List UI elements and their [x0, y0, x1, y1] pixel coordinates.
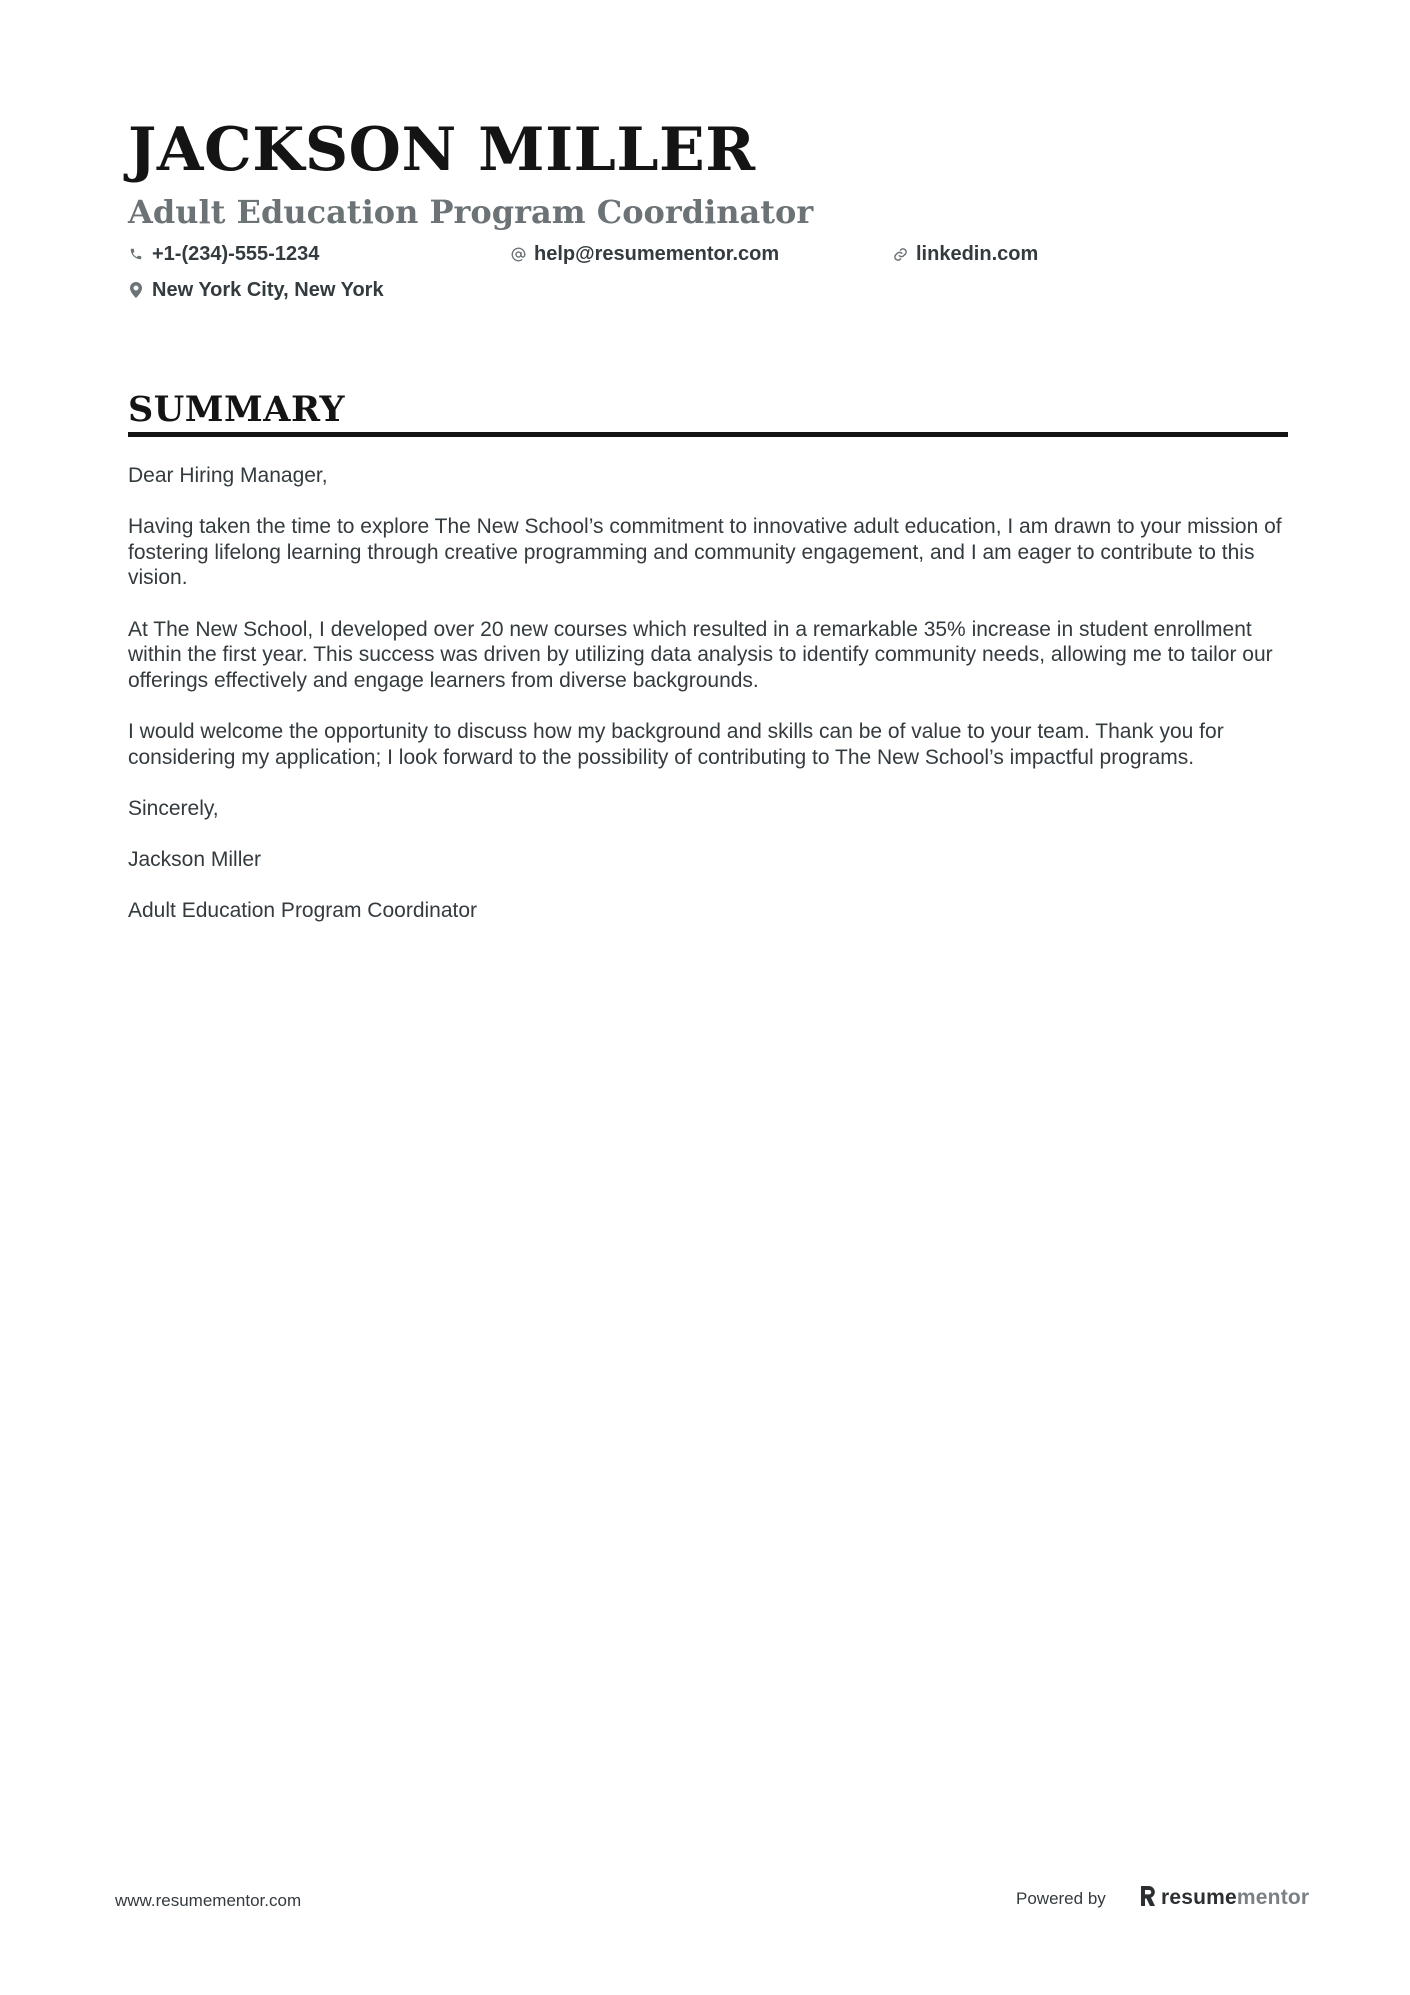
- candidate-name: JACKSON MILLER: [128, 115, 756, 185]
- link-icon: [892, 245, 908, 263]
- job-title: Adult Education Program Coordinator: [128, 193, 814, 231]
- at-sign-icon: [510, 245, 526, 263]
- salutation: Dear Hiring Manager,: [128, 464, 328, 487]
- summary-heading: SUMMARY: [128, 389, 345, 430]
- letter-paragraph-intro: Having taken the time to explore The New School’s commitment to innovative adult education, I am drawn to your mission of fostering lifelong learning through creative programming and community engagement, and I am eager to contribute to this vision.: [128, 515, 1282, 590]
- website-link[interactable]: linkedin.com: [916, 243, 1039, 265]
- powered-by-label: Powered by: [1016, 1889, 1106, 1908]
- contact-email: [510, 240, 779, 268]
- brand-word-mentor: mentor: [1236, 1886, 1310, 1909]
- signature-name: Jackson Miller: [128, 847, 262, 871]
- cover-letter-body: [128, 463, 1288, 949]
- contact-website: [892, 240, 1038, 268]
- brand-word-resume: resume: [1161, 1886, 1237, 1909]
- email-link[interactable]: help@resumementor.com: [534, 243, 780, 265]
- signature-title: Adult Education Program Coordinator: [128, 899, 478, 923]
- phone-text: +1-(234)-555-1234: [152, 243, 320, 265]
- resumementor-logo-icon: [1139, 1885, 1157, 1912]
- contact-phone: [128, 240, 319, 268]
- resumementor-wordmark: [1161, 1885, 1309, 1911]
- footer-website-link[interactable]: www.resumementor.com: [115, 1891, 302, 1910]
- letter-paragraph-closing: I would welcome the opportunity to discuss how my background and skills can be of value to your team. Thank you for considering my application; I look forward to the possibility of contributing to The New School’s impactful programs.: [128, 719, 1224, 769]
- sign-off: Sincerely,: [128, 796, 219, 820]
- map-pin-icon: [128, 281, 144, 299]
- section-divider: [128, 432, 1288, 437]
- phone-icon: [128, 245, 144, 263]
- location-text: New York City, New York: [152, 279, 384, 301]
- resumementor-logo[interactable]: [1139, 1884, 1309, 1912]
- letter-paragraph-achievement: At The New School, I developed over 20 new courses which resulted in a remarkable 35% increase in student enrollment within the first year. This success was driven by utilizing data analysis to identify community needs, allowing me to tailor our offerings effectively and engage learners from diverse backgrounds.: [128, 617, 1273, 692]
- contact-location: [128, 276, 384, 304]
